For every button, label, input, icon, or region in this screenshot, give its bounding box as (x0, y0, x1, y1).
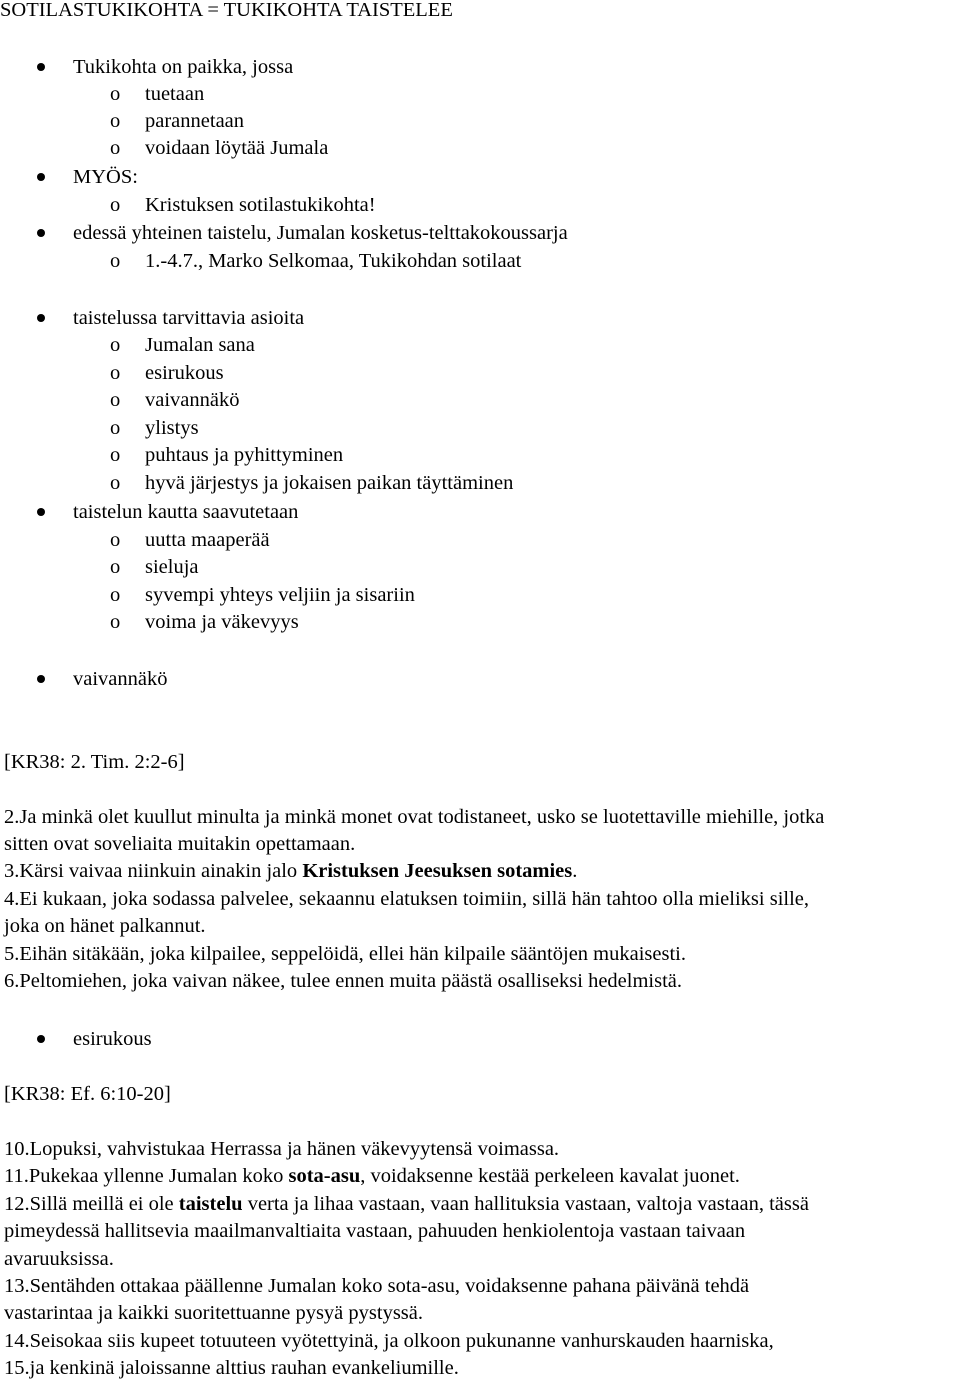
sub-bullet-text: sieluja (145, 556, 199, 578)
bullet-icon (37, 173, 45, 181)
verse-line: vastarintaa ja kaikki suoritettuanne pysyä pystyssä. (4, 1302, 424, 1324)
verse-text: , voidaksenne kestää perkeleen kavalat juonet. (360, 1165, 740, 1187)
verse-line: 6.Peltomiehen, joka vaivan näkee, tulee ennen muita päästä osalliseksi hedelmistä. (4, 970, 683, 992)
verse-line: pimeydessä hallitsevia maailmanvaltiaita vastaan, pahuuden henkiolentoja vastaan taivaan (4, 1220, 746, 1242)
sub-bullet-text: puhtaus ja pyhittyminen (145, 444, 344, 466)
bullet-icon (37, 675, 45, 683)
sub-bullet-marker: o (110, 611, 121, 633)
sub-bullet-text: voima ja väkevyys (145, 611, 299, 633)
verse-line: 14.Seisokaa siis kupeet totuuteen vyötettyinä, ja olkoon pukunanne vanhurskauden haarniska, (4, 1330, 774, 1352)
sub-bullet-text: esirukous (145, 362, 224, 384)
sub-bullet-text: tuetaan (145, 83, 205, 105)
sub-bullet-text: hyvä järjestys ja jokaisen paikan täyttäminen (145, 472, 514, 494)
sub-bullet-marker: o (110, 417, 121, 439)
verse-emphasis: Kristuksen Jeesuksen sotamies (302, 860, 573, 882)
verse-line: sitten ovat soveliaita muitakin opettamaan. (4, 833, 356, 855)
sub-bullet-marker: o (110, 250, 121, 272)
sub-bullet-marker: o (110, 556, 121, 578)
bullet-icon (37, 508, 45, 516)
verse-text: . (572, 860, 578, 882)
verse-emphasis: taistelu (178, 1193, 243, 1215)
sub-bullet-marker: o (110, 194, 121, 216)
verse-line: joka on hänet palkannut. (4, 915, 206, 937)
verse-line: 15.ja kenkinä jaloissanne alttius rauhan evankeliumille. (4, 1357, 459, 1379)
sub-bullet-text: syvempi yhteys veljiin ja sisariin (145, 584, 415, 606)
section-heading-esirukous: esirukous (73, 1028, 152, 1050)
sub-bullet-marker: o (110, 137, 121, 159)
bullet-icon (37, 314, 45, 322)
bullet-text: taistelussa tarvittavia asioita (73, 307, 305, 329)
sub-bullet-marker: o (110, 83, 121, 105)
page-title: SOTILASTUKIKOHTA = TUKIKOHTA TAISTELEE (0, 0, 453, 21)
sub-bullet-marker: o (110, 584, 121, 606)
bullet-icon (37, 1035, 45, 1043)
verse-text: 3.Kärsi vaivaa niinkuin ainakin jalo (4, 860, 303, 882)
verse-line: 5.Eihän sitäkään, joka kilpailee, seppelöidä, ellei hän kilpaile sääntöjen mukaisesti. (4, 943, 686, 965)
verse-line: 13.Sentähden ottakaa päällenne Jumalan koko sota-asu, voidaksenne pahana päivänä tehdä (4, 1275, 750, 1297)
sub-bullet-text: 1.-4.7., Marko Selkomaa, Tukikohdan sotilaat (145, 250, 522, 272)
bullet-icon (37, 63, 45, 71)
sub-bullet-marker: o (110, 334, 121, 356)
sub-bullet-marker: o (110, 110, 121, 132)
sub-bullet-text: vaivannäkö (145, 389, 240, 411)
sub-bullet-text: ylistys (145, 417, 199, 439)
verse-line (4, 858, 577, 884)
section-heading-vaivannako: vaivannäkö (73, 668, 168, 690)
scripture-reference: [KR38: 2. Tim. 2:2-6] (4, 751, 185, 773)
verse-line: 10.Lopuksi, vahvistukaa Herrassa ja hänen väkevyytensä voimassa. (4, 1138, 560, 1160)
bullet-icon (37, 229, 45, 237)
verse-line: 2.Ja minkä olet kuullut minulta ja minkä monet ovat todistaneet, usko se luotettaville miehille, jotka (4, 806, 825, 828)
verse-emphasis: sota-asu (288, 1165, 361, 1187)
sub-bullet-text: uutta maaperää (145, 529, 270, 551)
verse-line: avaruuksissa. (4, 1248, 114, 1270)
sub-bullet-marker: o (110, 389, 121, 411)
bullet-text: edessä yhteinen taistelu, Jumalan kosketus-telttakokoussarja (73, 222, 568, 244)
sub-bullet-marker: o (110, 529, 121, 551)
sub-bullet-text: parannetaan (145, 110, 245, 132)
sub-bullet-text: Jumalan sana (145, 334, 255, 356)
bullet-text: MYÖS: (73, 166, 138, 188)
verse-text: 12.Sillä meillä ei ole (4, 1193, 179, 1215)
verse-text: verta ja lihaa vastaan, vaan hallituksia vastaan, valtoja vastaan, tässä (242, 1193, 809, 1215)
verse-line (4, 1191, 809, 1217)
sub-bullet-marker: o (110, 472, 121, 494)
sub-bullet-marker: o (110, 362, 121, 384)
sub-bullet-text: Kristuksen sotilastukikohta! (145, 194, 376, 216)
verse-line (4, 1163, 740, 1189)
sub-bullet-marker: o (110, 444, 121, 466)
bullet-text: taistelun kautta saavutetaan (73, 501, 299, 523)
scripture-reference: [KR38: Ef. 6:10-20] (4, 1083, 171, 1105)
verse-line: 4.Ei kukaan, joka sodassa palvelee, sekaannu elatuksen toimiin, sillä hän tahtoo olla mieliksi sille, (4, 888, 810, 910)
sub-bullet-text: voidaan löytää Jumala (145, 137, 329, 159)
bullet-text: Tukikohta on paikka, jossa (73, 56, 294, 78)
verse-text: 11.Pukekaa yllenne Jumalan koko (4, 1165, 289, 1187)
